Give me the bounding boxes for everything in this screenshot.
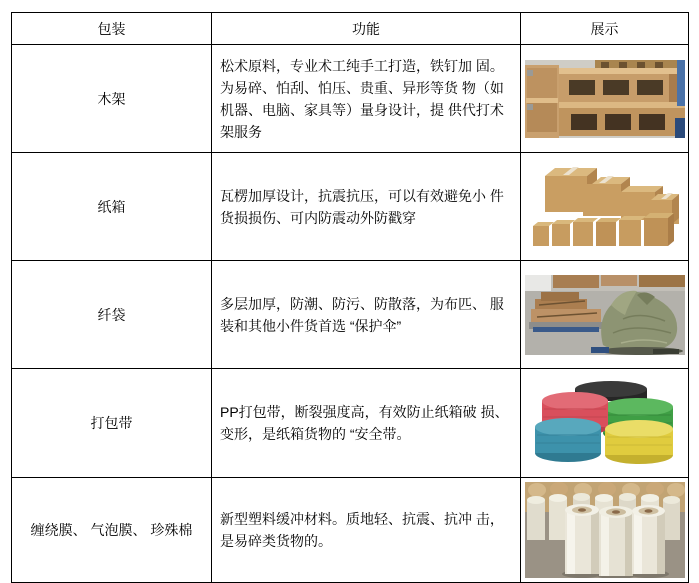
function-text: 瓦楞加厚设计，抗震抗压，可以有效避免小 件货损损伤、可内防震动外防戳穿	[212, 153, 521, 261]
package-name: 打包带	[12, 369, 212, 478]
cardboard-boxes-photo	[525, 162, 685, 252]
package-name: 纤袋	[12, 261, 212, 369]
package-name: 纸箱	[12, 153, 212, 261]
header-package: 包装	[12, 13, 212, 45]
blue-roll	[535, 418, 601, 462]
packaging-table	[11, 12, 689, 583]
package-name: 木架	[12, 45, 212, 153]
woven-bags-photo	[525, 275, 685, 355]
front-rolls	[562, 504, 669, 578]
header-display: 展示	[521, 13, 689, 45]
function-text: 松术原料，专业术工纯手工打造，铁钉加 固。为易碎、怕刮、怕压、贵重、异形等货 物（如机器、电脑、家具等）量身设计，提 供代打术架服务	[212, 45, 521, 153]
table-row	[12, 478, 689, 583]
package-name: 缠绕膜、 气泡膜、 珍殊棉	[12, 478, 212, 583]
function-text: 多层加厚，防潮、防污、防散落，为布匹、 服装和其他小件货首选 “保护伞”	[212, 261, 521, 369]
table-row	[12, 153, 689, 261]
stretch-film-photo	[525, 482, 685, 578]
strap-rolls-photo	[525, 381, 685, 466]
yellow-roll	[605, 420, 673, 464]
header-function: 功能	[212, 13, 521, 45]
wooden-crates-photo	[525, 60, 685, 138]
table-row	[12, 369, 689, 478]
table-row	[12, 45, 689, 153]
table-row	[12, 261, 689, 369]
function-text: PP打包带，断裂强度高，有效防止纸箱破 损、变形，是纸箱货物的 “安全带。	[212, 369, 521, 478]
function-text: 新型塑料缓冲材料。质地轻、抗震、抗冲 击，是易碎类货物的。	[212, 478, 521, 583]
table-header-row	[12, 13, 689, 45]
